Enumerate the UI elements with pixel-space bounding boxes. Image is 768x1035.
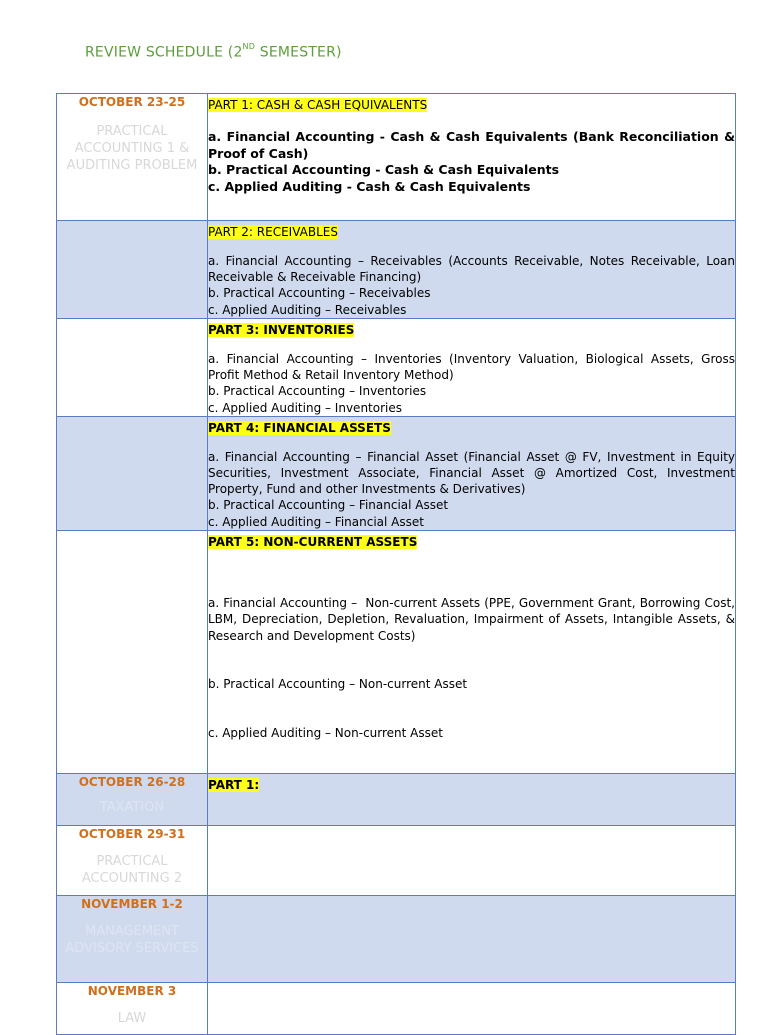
table-row [57,94,736,221]
line-item: b. Practical Accounting – Financial Asset [208,498,449,513]
line-item: a. Financial Accounting – Financial Asset (Financial Asset @ FV, Investment in Equity Securities, Investment Associate, Financial Asset @ Amortized Cost, Investment Property, Fund and other Investments & Derivatives) [208,449,735,497]
part-heading: PART 2: RECEIVABLES [208,225,338,239]
line-item: c. Applied Auditing - Cash & Cash Equivalents [208,178,531,194]
date-label: OCTOBER 23-25 [78,95,186,109]
line-item: c. Applied Auditing – Receivables [208,302,407,317]
line-item: b. Practical Accounting – Non-current Asset [208,677,468,692]
subject-label: PRACTICAL ACCOUNTING 2 [81,854,183,887]
line-item: c. Applied Auditing – Non-current Asset [208,725,443,740]
subject-label: PRACTICAL ACCOUNTING 1 & AUDITING PROBLEM [66,124,198,173]
content-cell [208,826,736,896]
content-cell [208,221,736,319]
part-lines [208,449,735,530]
part-heading: PART 3: INVENTORIES [208,323,355,337]
content-cell [208,94,736,221]
review-schedule-table [56,93,766,1035]
table-row [57,896,736,983]
table-row [57,416,736,530]
date-cell [57,530,208,774]
content-cell [208,774,736,826]
content-cell [208,983,736,1035]
table-row [57,319,736,417]
part-lines [208,129,735,195]
part-heading: PART 5: NON-CURRENT ASSETS [208,534,418,549]
date-cell [57,826,208,896]
content-cell [208,530,766,774]
part-heading: PART 1: [208,778,260,793]
line-item: b. Practical Accounting – Inventories [208,384,427,399]
table-row [57,221,736,319]
line-item: c. Applied Auditing – Inventories [208,400,402,415]
line-item: a. Financial Accounting – Receivables (Accounts Receivable, Notes Receivable, Loan Receivable & Receivable Financing) [208,254,735,285]
table-row [57,983,736,1035]
subject-label: LAW [117,1011,147,1027]
subject-label: TAXATION [99,800,165,816]
line-item: b. Practical Accounting – Receivables [208,286,431,301]
date-cell [57,983,208,1035]
line-item: c. Applied Auditing – Financial Asset [208,514,424,529]
part-lines [208,563,766,774]
table-row [57,826,736,896]
part-lines [208,253,735,318]
page-title: REVIEW SCHEDULE (2ND SEMESTER) [85,42,342,61]
date-cell [57,221,208,319]
date-cell [57,774,208,826]
content-cell [208,896,736,983]
date-label: NOVEMBER 1-2 [81,897,183,912]
table-row [57,774,736,826]
date-cell [57,896,208,983]
date-cell [57,416,208,530]
date-cell [57,319,208,417]
line-item: b. Practical Accounting - Cash & Cash Equivalents [208,162,560,178]
subject-label: MANAGEMENT ADVISORY SERVICES [65,924,199,957]
table-row [57,530,736,774]
line-item: a. Financial Accounting – Inventories (Inventory Valuation, Biological Assets, Gross Profit Method & Retail Inventory Method) [208,352,735,383]
line-item: a. Financial Accounting – Non-current Assets (PPE, Government Grant, Borrowing Cost, LBM, Depreciation, Depletion, Revaluation, Impairment of Assets, Intangible Assets, & Research and Development Costs) [208,596,766,643]
date-cell [57,94,208,221]
part-heading: PART 4: FINANCIAL ASSETS [208,420,391,435]
date-label: OCTOBER 29-31 [78,827,186,842]
content-cell [208,416,736,530]
line-item: a. Financial Accounting - Cash & Cash Equivalents (Bank Reconciliation & Proof of Cash) [208,129,735,161]
part-lines [208,351,735,416]
part-heading: PART 1: CASH & CASH EQUIVALENTS [208,98,428,112]
content-cell [208,319,736,417]
date-label: OCTOBER 26-28 [78,775,186,790]
date-label: NOVEMBER 3 [87,984,177,999]
